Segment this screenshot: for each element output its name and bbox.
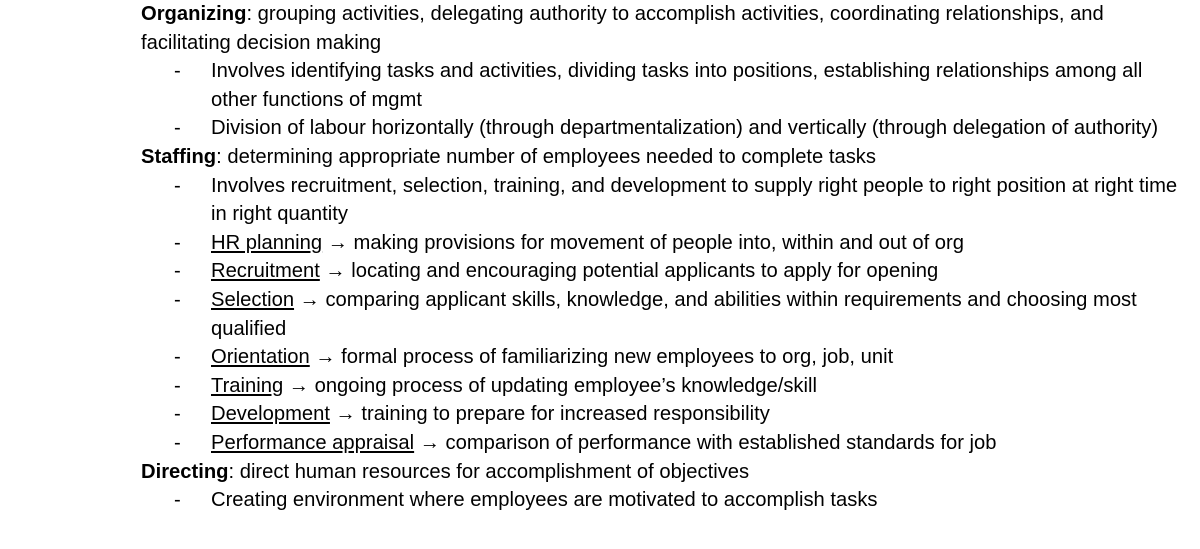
bullet-term: HR planning (211, 231, 323, 254)
bullet-text: → ongoing process of updating employee’s knowledge/skill (283, 374, 817, 397)
bullet-term: Training (211, 374, 284, 397)
section-heading (141, 0, 1181, 57)
list-item (141, 229, 1181, 258)
bullet-dash: - (174, 174, 181, 197)
bullet-term: Development (211, 403, 330, 426)
section-term: Staffing (141, 145, 217, 168)
bullet-text: → making provisions for movement of people into, within and out of org (322, 231, 964, 254)
section-staffing (141, 143, 1181, 458)
document-body (141, 0, 1181, 515)
list-item (141, 257, 1181, 286)
section-term: Directing (141, 460, 229, 483)
list-item (141, 343, 1181, 372)
bullet-dash: - (174, 60, 181, 83)
section-heading (141, 458, 1181, 487)
bullet-text: → training to prepare for increased responsibility (329, 403, 770, 426)
bullet-term: Recruitment (211, 260, 320, 283)
list-item (141, 286, 1181, 343)
list-item (141, 400, 1181, 429)
section-directing (141, 458, 1181, 515)
bullet-dash: - (174, 374, 181, 397)
bullet-list (141, 486, 1181, 515)
section-heading (141, 143, 1181, 172)
bullet-list (141, 172, 1181, 458)
bullet-term: Selection (211, 288, 295, 311)
bullet-text: Involves recruitment, selection, training, and development to supply right people to right position at right time in right quantity (211, 174, 1178, 226)
bullet-dash: - (174, 403, 181, 426)
bullet-text: → formal process of familiarizing new employees to org, job, unit (309, 346, 894, 369)
section-term: Organizing (141, 3, 247, 25)
bullet-dash: - (174, 231, 181, 254)
bullet-dash: - (174, 346, 181, 369)
list-item (141, 172, 1181, 229)
bullet-text: → comparing applicant skills, knowledge, and abilities within requirements and choosing most qualified (211, 288, 1137, 340)
list-item (141, 57, 1181, 114)
section-definition: : direct human resources for accomplishment of objectives (228, 460, 750, 483)
list-item (141, 114, 1181, 143)
section-organizing (141, 0, 1181, 143)
bullet-text: Division of labour horizontally (through departmentalization) and vertically (through delegation of authority) (211, 117, 1159, 140)
bullet-dash: - (174, 431, 181, 454)
bullet-dash: - (174, 260, 181, 283)
bullet-dash: - (174, 489, 181, 512)
bullet-text: Involves identifying tasks and activities, dividing tasks into positions, establishing relationships among all other functions of mgmt (211, 60, 1143, 111)
bullet-dash: - (174, 117, 181, 140)
list-item (141, 429, 1181, 458)
list-item (141, 372, 1181, 401)
list-item (141, 486, 1181, 515)
bullet-text: → locating and encouraging potential applicants to apply for opening (319, 260, 939, 283)
bullet-text: → comparison of performance with established standards for job (414, 431, 997, 454)
bullet-dash: - (174, 288, 181, 311)
section-definition: : grouping activities, delegating authority to accomplish activities, coordinating relationships, and facilitating decision making (141, 3, 1104, 54)
bullet-text: Creating environment where employees are motivated to accomplish tasks (211, 489, 878, 512)
bullet-term: Orientation (211, 346, 310, 369)
section-definition: : determining appropriate number of employees needed to complete tasks (216, 145, 876, 168)
bullet-list (141, 57, 1181, 143)
bullet-term: Performance appraisal (211, 431, 415, 454)
